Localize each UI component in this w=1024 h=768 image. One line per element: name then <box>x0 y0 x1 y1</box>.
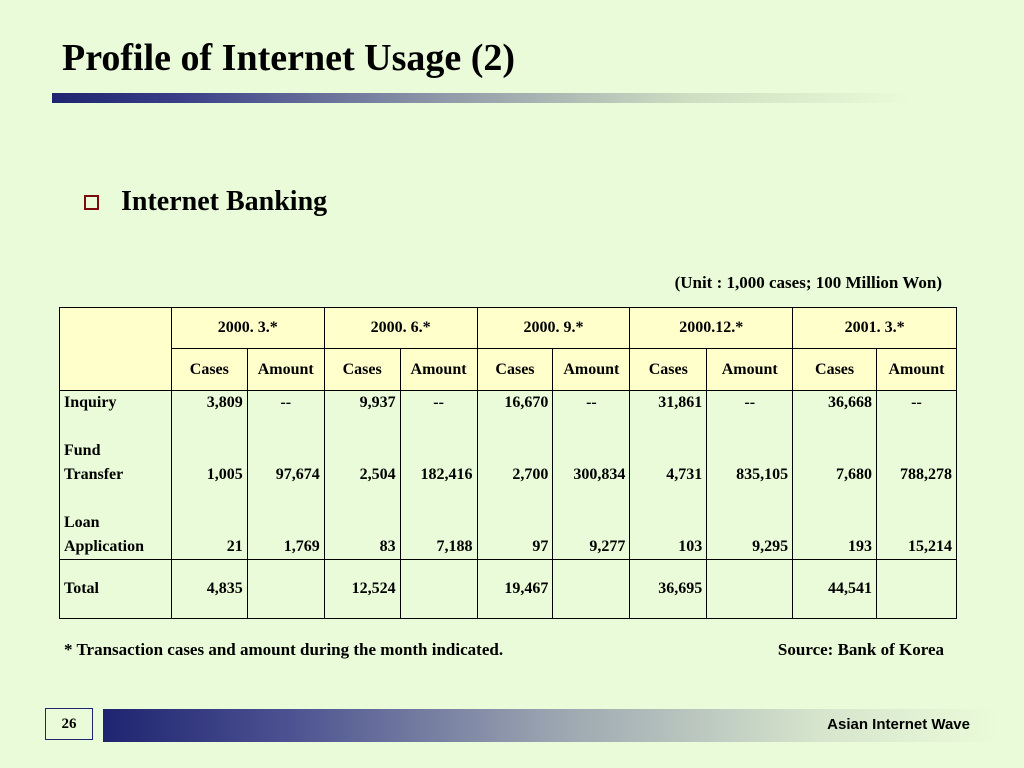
cell-value: 7,188 <box>436 538 473 555</box>
sub-header-row <box>60 349 957 391</box>
cell-value: 2,700 <box>512 466 549 483</box>
cases-header: Cases <box>477 349 553 391</box>
cell-value: -- <box>280 394 292 411</box>
cell-value: 15,214 <box>908 538 952 555</box>
footnote: * Transaction cases and amount during the month indicated. <box>64 640 504 659</box>
cell-value: 1,769 <box>283 538 320 555</box>
table-body-row <box>60 391 957 560</box>
cell-value: 788,278 <box>900 466 952 483</box>
period-header: 2000. 9.* <box>477 308 630 349</box>
amount-column <box>247 391 324 560</box>
cases-column <box>793 391 877 560</box>
row-label-inquiry: Inquiry <box>64 394 117 411</box>
bullet-item <box>84 186 327 218</box>
amount-header: Amount <box>877 349 957 391</box>
total-amount-empty <box>707 560 793 619</box>
cases-header: Cases <box>793 349 877 391</box>
cell-value: 31,861 <box>658 394 703 411</box>
total-amount-empty <box>247 560 324 619</box>
amount-header: Amount <box>707 349 793 391</box>
cases-header: Cases <box>324 349 400 391</box>
unit-note: (Unit : 1,000 cases; 100 Million Won) <box>674 273 942 292</box>
bullet-text: Internet Banking <box>121 186 328 217</box>
cell-value: 2,504 <box>359 466 396 483</box>
total-row <box>60 560 957 619</box>
cell-value: 1,005 <box>206 466 243 483</box>
amount-column <box>877 391 957 560</box>
square-bullet-icon <box>84 195 99 210</box>
cell-value: 16,670 <box>504 394 549 411</box>
cell-value: 4,731 <box>666 466 703 483</box>
row-labels-cell <box>60 391 172 560</box>
cell-value: 83 <box>379 538 396 555</box>
cell-value: 9,277 <box>589 538 626 555</box>
period-header: 2000. 6.* <box>324 308 477 349</box>
amount-header: Amount <box>247 349 324 391</box>
period-header: 2001. 3.* <box>793 308 957 349</box>
cell-value: -- <box>586 394 597 411</box>
amount-column <box>707 391 793 560</box>
cell-value: 97,674 <box>275 466 320 483</box>
amount-column <box>400 391 477 560</box>
total-cases: 12,524 <box>324 560 400 619</box>
cell-value: 7,680 <box>836 466 872 483</box>
row-label-application: Application <box>64 538 145 555</box>
cases-column <box>477 391 553 560</box>
amount-column <box>553 391 630 560</box>
corner-cell <box>60 308 172 391</box>
cell-value: 36,668 <box>828 394 872 411</box>
total-cases: 44,541 <box>793 560 877 619</box>
cell-value: 300,834 <box>573 466 626 483</box>
cell-value: 182,416 <box>420 466 473 483</box>
total-label: Total <box>60 560 172 619</box>
total-cases: 36,695 <box>630 560 707 619</box>
cell-value: 193 <box>848 538 872 555</box>
cell-value: 103 <box>678 538 703 555</box>
row-label-loan: Loan <box>64 514 100 531</box>
source-note: Source: Bank of Korea <box>777 640 944 659</box>
total-amount-empty <box>877 560 957 619</box>
footer-text: Asian Internet Wave <box>827 716 970 733</box>
amount-header: Amount <box>553 349 630 391</box>
cell-value: -- <box>911 394 922 411</box>
cases-column <box>324 391 400 560</box>
slide-title: Profile of Internet Usage (2) <box>62 37 516 79</box>
cases-header: Cases <box>630 349 707 391</box>
cell-value: -- <box>433 394 444 411</box>
internet-banking-table <box>59 307 957 619</box>
cell-value: 9,937 <box>359 394 396 411</box>
cases-header: Cases <box>171 349 247 391</box>
total-amount-empty <box>400 560 477 619</box>
cell-value: 835,105 <box>736 466 789 483</box>
cell-value: 97 <box>532 538 549 555</box>
total-amount-empty <box>553 560 630 619</box>
cases-column <box>630 391 707 560</box>
amount-header: Amount <box>400 349 477 391</box>
total-cases: 4,835 <box>171 560 247 619</box>
row-label-fund: Fund <box>64 442 101 459</box>
cell-value: -- <box>744 394 756 411</box>
cases-column <box>171 391 247 560</box>
period-header: 2000. 3.* <box>171 308 324 349</box>
cell-value: 3,809 <box>206 394 243 411</box>
row-label-transfer: Transfer <box>64 466 124 483</box>
total-cases: 19,467 <box>477 560 553 619</box>
period-header-row <box>60 308 957 349</box>
period-header: 2000.12.* <box>630 308 793 349</box>
title-underline-bar <box>52 93 912 103</box>
page-number: 26 <box>45 708 93 740</box>
cell-value: 9,295 <box>752 538 789 555</box>
cell-value: 21 <box>226 538 243 555</box>
